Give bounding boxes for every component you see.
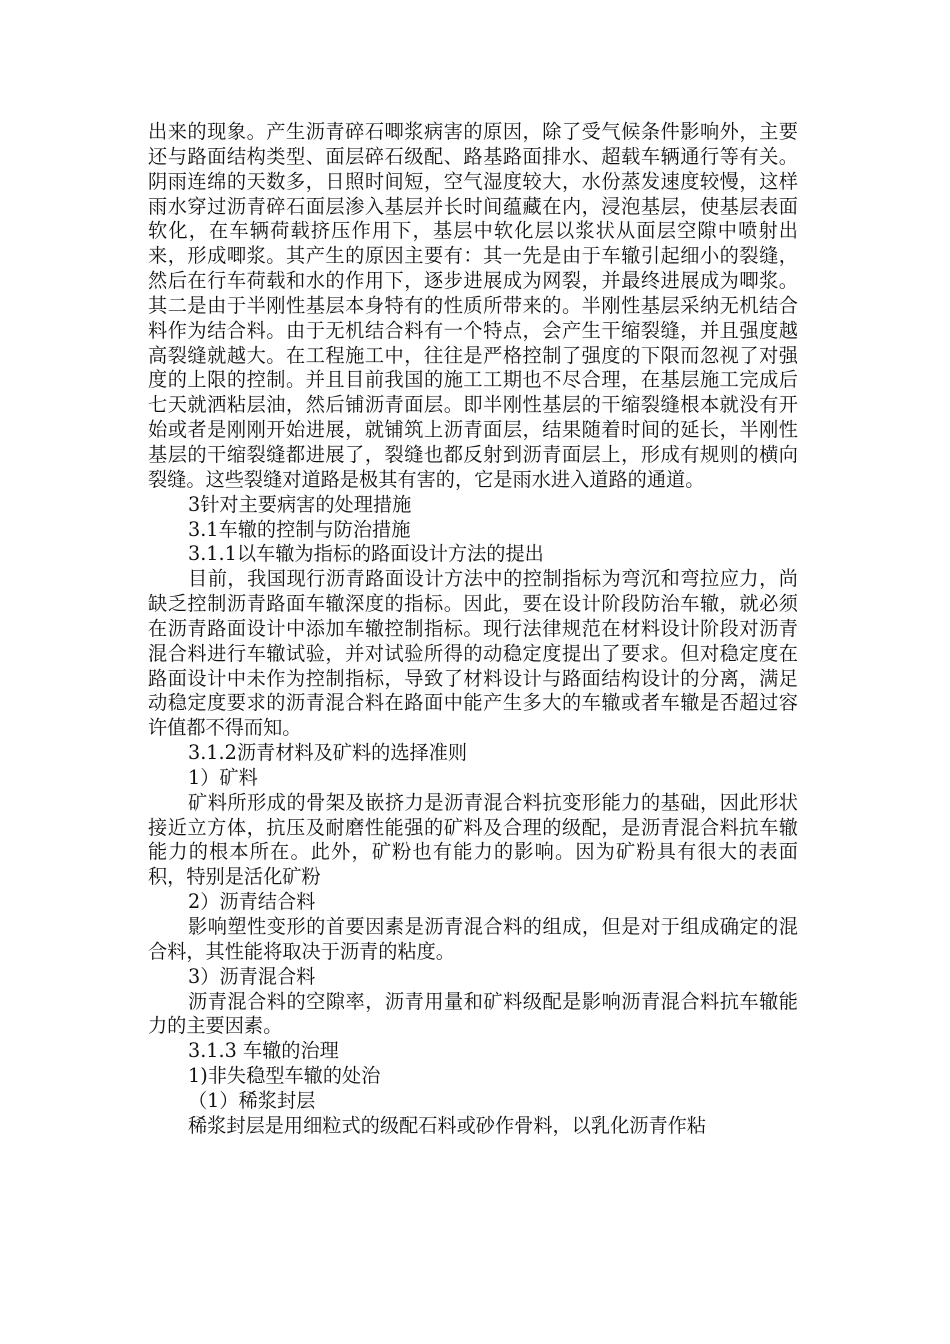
paragraph-mixture: 沥青混合料的空隙率，沥青用量和矿料级配是影响沥青混合料抗车辙能力的主要因素。 [148, 989, 798, 1038]
document-page [148, 120, 798, 1139]
paragraph-aggregate: 矿料所形成的骨架及嵌挤力是沥青混合料抗变形能力的基础，因此形状接近立方体，抗压及耐磨性能强的矿料及合理的级配，是沥青混合料抗车辙能力的根本所在。此外，矿粉也有能力的影响。因为矿粉具有很大的表面积，特别是活化矿粉 [148, 790, 798, 889]
subheading-slurry-seal: （1）稀浆封层 [188, 1088, 316, 1112]
paragraph-design-method: 目前，我国现行沥青路面设计方法中的控制指标为弯沉和弯拉应力，尚缺乏控制沥青路面车辙深度的指标。因此，要在设计阶段防治车辙，就必须在沥青路面设计中添加车辙控制指标。现行法律规范在材料设计阶段对沥青混合料进行车辙试验，并对试验所得的动稳定度提出了要求。但对稳定度在路面设计中未作为控制指标，导致了材料设计与路面结构设计的分离，满足动稳定度要求的沥青混合料在路面中能产生多大的车辙或者车辙是否超过容许值都不得而知。 [148, 567, 798, 740]
paragraph-binder: 影响塑性变形的首要因素是沥青混合料的组成，但是对于组成确定的混合料，其性能将取决于沥青的粘度。 [148, 915, 798, 963]
subheading-aggregate: 1）矿料 [188, 765, 258, 789]
heading-section-3-1-1: 3.1.1以车辙为指标的路面设计方法的提出 [188, 542, 544, 566]
heading-section-3-1: 3.1车辙的控制与防治措施 [188, 517, 411, 541]
paragraph-slurry-seal: 稀浆封层是用细粒式的级配石料或砂作骨料，以乳化沥青作粘 [188, 1113, 707, 1137]
heading-section-3-1-2: 3.1.2沥青材料及矿料的选择准则 [188, 741, 468, 765]
subheading-mixture: 3）沥青混合料 [188, 964, 316, 988]
heading-section-3: 3针对主要病害的处理措施 [188, 492, 412, 516]
paragraph-wet-base-cause: 出来的现象。产生沥青碎石唧浆病害的原因，除了受气候条件影响外，主要还与路面结构类型、面层碎石级配、路基路面排水、超载车辆通行等有关。阴雨连绵的天数多，日照时间短，空气湿度较大，水份蒸发速度较慢，这样雨水穿过沥青碎石面层渗入基层并长时间蕴藏在内，浸泡基层，使基层表面软化，在车辆荷载挤压作用下，基层中软化层以浆状从面层空隙中喷射出来，形成唧浆。其产生的原因主要有：其一先是由于车辙引起细小的裂缝，然后在行车荷载和水的作用下，逐步进展成为网裂，并最终进展成为唧浆。其二是由于半刚性基层本身特有的性质所带来的。半刚性基层采纳无机结合料作为结合料。由于无机结合料有一个特点，会产生干缩裂缝，并且强度越高裂缝就越大。在工程施工中，往往是严格控制了强度的下限而忽视了对强度的上限的控制。并且目前我国的施工工期也不尽合理，在基层施工完成后七天就洒粘层油，然后铺沥青面层。即半刚性基层的干缩裂缝根本就没有开始或者是刚刚开始进展，就铺筑上沥青面层，结果随着时间的延长，半刚性基层的干缩裂缝都进展了，裂缝也都反射到沥青面层上，形成有规则的横向裂缝。这些裂缝对道路是极其有害的，它是雨水进入道路的通道。 [148, 120, 798, 491]
subheading-non-unstable-rutting: 1)非失稳型车辙的处治 [188, 1064, 381, 1088]
heading-section-3-1-3: 3.1.3 车辙的治理 [188, 1039, 339, 1063]
subheading-binder: 2）沥青结合料 [188, 890, 316, 914]
